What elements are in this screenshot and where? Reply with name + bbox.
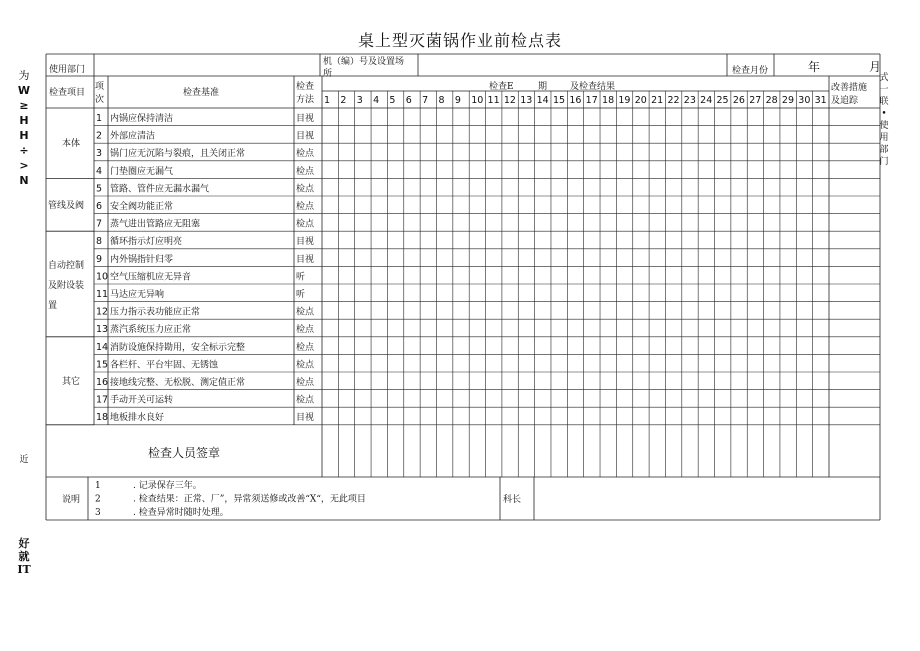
month-label: 检查月份	[732, 66, 769, 76]
col-improve-header: 改善措施	[831, 83, 868, 93]
row-basis: 蒸汽系统压力应正常	[110, 325, 192, 336]
row-method: 检点	[296, 149, 315, 160]
row-num: 3	[96, 148, 103, 160]
row-num: 8	[96, 236, 103, 248]
machine-label-wrap: 所	[323, 69, 333, 79]
row-basis: 手动开关可运转	[110, 395, 174, 406]
day-number-13: 13	[520, 95, 533, 106]
note-text: . 检查异常时随时处理。	[133, 508, 229, 518]
note-number: 1	[95, 481, 101, 491]
row-num: 18	[96, 412, 109, 424]
row-method: 听	[296, 272, 306, 283]
col-improve-header-wrap: 及追踪	[831, 96, 859, 106]
row-num: 6	[96, 201, 103, 212]
day-number-28: 28	[765, 95, 778, 106]
row-method: 目视	[296, 254, 315, 265]
left-margin-mark: N	[19, 174, 29, 187]
right-margin-mark: 门	[879, 157, 889, 167]
row-method: 目视	[296, 131, 315, 142]
day-number-25: 25	[716, 95, 729, 106]
machine-label: 机（编）号及设置场	[323, 57, 405, 67]
row-method: 目视	[296, 114, 315, 124]
row-basis: 接地线完整、无松脱、测定值正常	[110, 378, 246, 388]
day-number-21: 21	[651, 95, 664, 106]
row-method: 检点	[296, 219, 315, 230]
right-margin-mark: 式	[879, 73, 889, 83]
row-basis: 安全阀功能正常	[110, 202, 174, 212]
left-margin-mark: ≥	[19, 99, 29, 112]
row-basis: 压力指示表功能应正常	[110, 307, 201, 318]
row-num: 2	[96, 130, 103, 142]
signature-label: 检查人员签章	[148, 446, 221, 460]
row-method: 检点	[296, 360, 315, 371]
row-basis: 消防设施保持勘用，安全标示完整	[110, 342, 246, 353]
row-basis: 外部应清洁	[110, 131, 156, 142]
day-number-14: 14	[536, 95, 549, 106]
left-margin-mark: 好	[18, 537, 30, 550]
day-number-7: 7	[422, 95, 429, 106]
page-title: 桌上型灭菌锅作业前检点表	[357, 31, 562, 50]
row-num: 10	[96, 271, 109, 283]
right-margin-mark: 用	[879, 133, 889, 143]
left-margin-mark: IT	[17, 563, 31, 576]
row-basis: 内外锅指针归零	[110, 254, 174, 265]
day-number-10: 10	[471, 95, 484, 106]
row-basis: 管路、管件应无漏水漏气	[110, 184, 210, 195]
row-method: 目视	[296, 237, 315, 248]
row-num: 17	[96, 394, 109, 406]
day-number-3: 3	[356, 95, 363, 106]
day-number-22: 22	[667, 95, 680, 106]
left-margin-mark: W	[17, 84, 31, 97]
notes-label: 说明	[62, 495, 81, 505]
day-number-12: 12	[503, 95, 516, 106]
row-method: 目视	[296, 413, 315, 424]
left-margin-mark: H	[19, 129, 29, 142]
left-margin-mark: >	[19, 159, 29, 172]
row-basis: 锅门应无沉陷与裂痕，且关闭正常	[110, 149, 246, 160]
row-method: 检点	[296, 184, 315, 195]
group-label-wrap: 置	[48, 301, 58, 311]
day-number-16: 16	[569, 95, 582, 106]
row-method: 检点	[296, 307, 315, 318]
day-number-27: 27	[749, 95, 762, 106]
row-basis: 空气压缩机应无异音	[110, 272, 192, 283]
group-label: 自动控制	[48, 261, 85, 271]
day-number-29: 29	[781, 95, 795, 106]
col-result-header: 及检查结果	[570, 82, 616, 92]
note-text: . 检查结果：正常、厂”，异常须送修或改善“X“，无此项目	[133, 494, 366, 505]
col-basis-header: 检查基准	[182, 88, 220, 98]
row-num: 11	[96, 289, 109, 300]
day-number-17: 17	[585, 95, 598, 106]
group-label: 管线及阀	[48, 200, 85, 211]
row-method: 检点	[296, 166, 315, 177]
row-method: 检点	[296, 342, 315, 353]
row-basis: 内锅应保持清洁	[110, 114, 174, 124]
left-margin-mid: 近	[19, 455, 29, 465]
col-num-header: 项	[95, 82, 105, 92]
col-num-header-wrap: 次	[95, 95, 105, 105]
left-margin-mark: ÷	[19, 144, 29, 157]
row-basis: 蒸气进出管路应无阻塞	[110, 219, 201, 230]
day-number-24: 24	[700, 95, 713, 106]
row-num: 5	[96, 183, 103, 195]
row-num: 12	[96, 306, 109, 318]
row-num: 9	[96, 253, 103, 265]
group-label: 本体	[62, 139, 81, 150]
col-result-header: 检查E	[489, 82, 514, 92]
row-num: 7	[96, 218, 103, 230]
day-number-4: 4	[373, 95, 380, 106]
row-basis: 各栏杆、平台牢固、无锈蚀	[110, 360, 219, 371]
note-number: 3	[95, 508, 101, 518]
day-number-6: 6	[405, 95, 412, 106]
day-number-1: 1	[324, 95, 331, 106]
day-number-9: 9	[454, 95, 461, 106]
day-number-2: 2	[340, 95, 347, 106]
row-basis: 地板排水良好	[110, 413, 165, 424]
right-margin-mark: 联	[879, 97, 889, 107]
day-number-15: 15	[552, 95, 566, 106]
year-label: 年	[808, 60, 821, 74]
right-margin-mark: •	[881, 109, 887, 119]
day-number-5: 5	[389, 95, 396, 106]
day-number-8: 8	[438, 95, 445, 106]
row-basis: 门垫圈应无漏气	[110, 166, 174, 177]
row-basis: 马达应无异响	[110, 290, 165, 300]
row-num: 4	[96, 165, 103, 177]
row-method: 检点	[296, 202, 315, 212]
col-result-header: 期	[538, 82, 548, 92]
right-margin-mark: 一	[879, 85, 889, 95]
chief-label: 科长	[503, 495, 522, 505]
note-number: 2	[95, 494, 101, 505]
dept-label: 使用部门	[49, 65, 86, 75]
day-number-20: 20	[634, 95, 647, 106]
row-num: 1	[96, 113, 103, 124]
row-basis: 循环指示灯应明亮	[110, 237, 183, 248]
left-margin-mark: 就	[18, 550, 30, 563]
day-number-31: 31	[814, 95, 827, 106]
row-num: 16	[96, 377, 109, 388]
right-margin-mark: 部	[879, 145, 889, 155]
row-method: 听	[296, 290, 306, 300]
row-method: 检点	[296, 395, 315, 406]
month-unit-label: 月	[869, 60, 882, 74]
left-margin-mark: H	[19, 114, 29, 127]
day-number-18: 18	[602, 95, 615, 106]
col-method-header: 检查	[296, 82, 315, 92]
col-item-header: 检查项目	[49, 88, 86, 98]
day-number-26: 26	[732, 95, 745, 106]
row-num: 14	[96, 341, 109, 353]
day-number-19: 19	[618, 95, 631, 106]
day-number-11: 11	[487, 95, 500, 106]
row-method: 检点	[296, 378, 315, 388]
group-label-wrap: 及附设装	[48, 281, 85, 291]
row-num: 13	[96, 324, 109, 336]
note-text: . 记录保存三年。	[133, 481, 202, 491]
left-margin-top: 为	[18, 69, 30, 82]
row-num: 15	[96, 359, 109, 371]
day-number-23: 23	[683, 95, 696, 106]
group-label: 其它	[62, 376, 81, 387]
day-number-30: 30	[798, 95, 811, 106]
right-margin-mark: 使	[879, 121, 889, 131]
col-method-header-wrap: 方法	[296, 95, 315, 105]
row-method: 检点	[296, 325, 315, 336]
